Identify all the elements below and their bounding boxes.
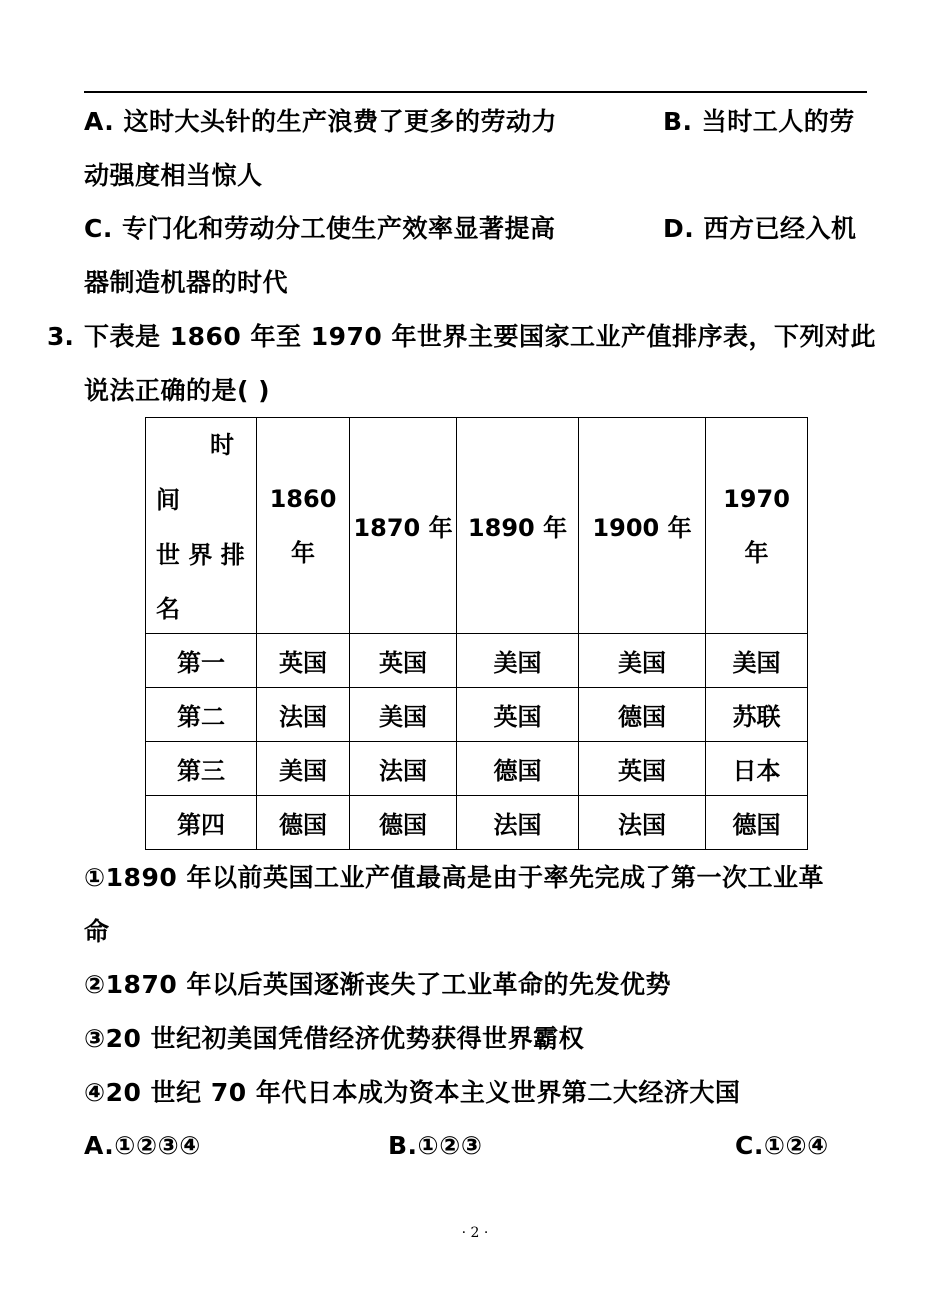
year-label: 1970 xyxy=(723,484,790,513)
answer-a: A.①②③④ xyxy=(84,1131,201,1160)
country-cell: 美国 xyxy=(457,634,579,688)
rank-cell: 第四 xyxy=(146,796,257,850)
year-label: 1860 xyxy=(269,484,337,513)
country-cell: 日本 xyxy=(706,742,808,796)
country-cell: 英国 xyxy=(457,688,579,742)
country-cell: 苏联 xyxy=(706,688,808,742)
country-cell: 法国 xyxy=(457,796,579,850)
rank-cell: 第二 xyxy=(146,688,257,742)
option-b-cont: 动强度相当惊人 xyxy=(84,161,263,190)
year-suffix: 年 xyxy=(291,538,315,567)
rank-cell: 第一 xyxy=(146,634,257,688)
option-a: A. 这时大头针的生产浪费了更多的劳动力 xyxy=(84,107,558,136)
table-header-row xyxy=(146,418,808,634)
country-cell: 美国 xyxy=(257,742,350,796)
table-row xyxy=(146,796,808,850)
corner-label-rank-2: 名 xyxy=(156,594,180,623)
country-cell: 法国 xyxy=(350,742,457,796)
corner-label-rank: 世 界 排 xyxy=(156,540,245,569)
country-cell: 英国 xyxy=(350,634,457,688)
year-header-cell xyxy=(350,418,457,634)
rank-cell: 第三 xyxy=(146,742,257,796)
statement-2: ②1870 年以后英国逐渐丧失了工业革命的先发优势 xyxy=(84,970,671,999)
country-cell: 英国 xyxy=(579,742,706,796)
country-cell: 美国 xyxy=(706,634,808,688)
year-header-cell xyxy=(579,418,706,634)
country-cell: 美国 xyxy=(350,688,457,742)
country-cell: 法国 xyxy=(257,688,350,742)
option-d: D. 西方已经入机 xyxy=(663,214,857,243)
table-row xyxy=(146,688,808,742)
country-cell: 德国 xyxy=(257,796,350,850)
country-cell: 德国 xyxy=(579,688,706,742)
year-header-cell xyxy=(257,418,350,634)
year-label: 1900 年 xyxy=(592,514,692,542)
ranking-table xyxy=(145,417,808,850)
corner-label-time: 时 xyxy=(210,430,234,459)
answer-b: B.①②③ xyxy=(388,1131,483,1160)
year-header-cell xyxy=(706,418,808,634)
country-cell: 德国 xyxy=(457,742,579,796)
corner-header-cell xyxy=(146,418,257,634)
question-stem-cont: 说法正确的是( ) xyxy=(84,376,271,405)
statement-4: ④20 世纪 70 年代日本成为资本主义世界第二大经济大国 xyxy=(84,1078,741,1107)
country-cell: 法国 xyxy=(579,796,706,850)
statement-1: ①1890 年以前英国工业产值最高是由于率先完成了第一次工业革 xyxy=(84,863,824,892)
year-label: 1890 年 xyxy=(467,514,568,542)
year-header-cell xyxy=(457,418,579,634)
answer-c: C.①②④ xyxy=(735,1131,829,1160)
statement-1-cont: 命 xyxy=(84,917,110,946)
statement-3: ③20 世纪初美国凭借经济优势获得世界霸权 xyxy=(84,1024,585,1053)
option-d-cont: 器制造机器的时代 xyxy=(84,268,289,297)
page-number: · 2 · xyxy=(461,1225,489,1241)
option-b: B. 当时工人的劳 xyxy=(663,107,855,136)
country-cell: 美国 xyxy=(579,634,706,688)
country-cell: 德国 xyxy=(350,796,457,850)
table-row xyxy=(146,742,808,796)
year-suffix: 年 xyxy=(744,538,769,567)
country-cell: 英国 xyxy=(257,634,350,688)
year-label: 1870 年 xyxy=(353,514,453,542)
top-rule xyxy=(84,91,867,93)
corner-label-time-2: 间 xyxy=(156,485,180,514)
question-number: 3. xyxy=(47,322,74,351)
table-row xyxy=(146,634,808,688)
option-c: C. 专门化和劳动分工使生产效率显著提高 xyxy=(84,214,556,243)
question-stem: 下表是 1860 年至 1970 年世界主要国家工业产值排序表，下列对此 xyxy=(84,322,876,351)
country-cell: 德国 xyxy=(706,796,808,850)
